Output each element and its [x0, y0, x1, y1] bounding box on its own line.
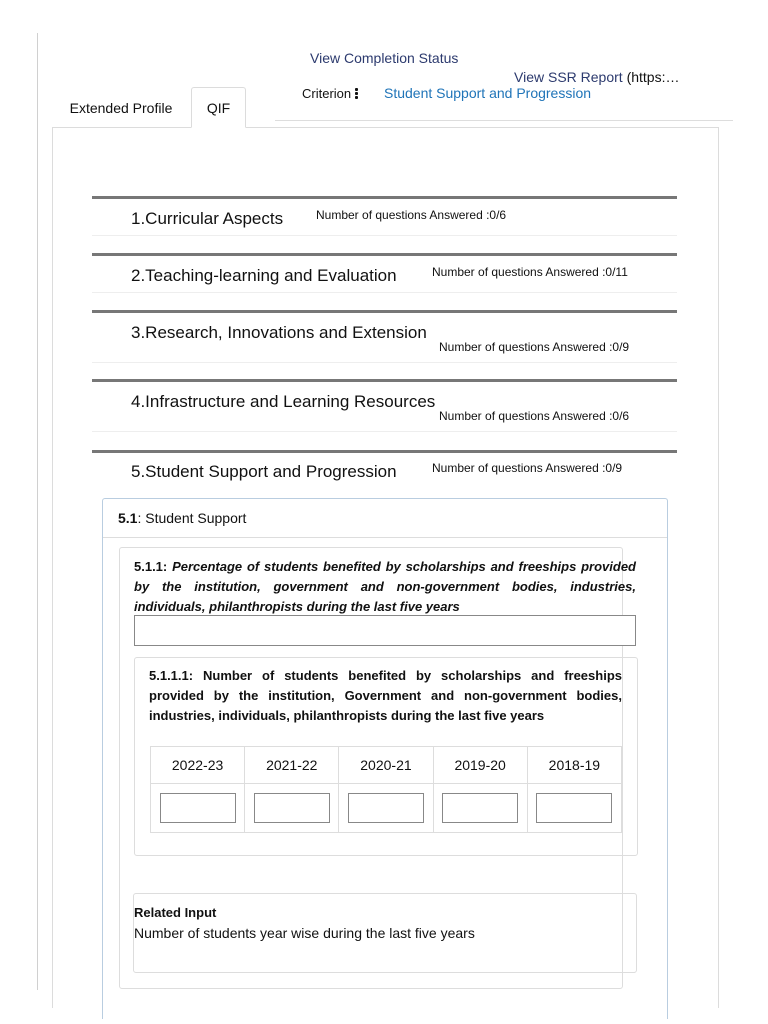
subquestion-card: [134, 657, 638, 856]
tab-divider: [275, 120, 733, 121]
view-ssr-report-url: (https:…: [626, 69, 680, 85]
criterion-dropdown[interactable]: [302, 86, 358, 101]
year-header: 2021-22: [245, 747, 339, 784]
year-cell: [245, 784, 339, 833]
section-infrastructure[interactable]: [92, 379, 677, 432]
year-input-2021-22[interactable]: [254, 793, 330, 823]
section-title: 3.Research, Innovations and Extension: [131, 323, 427, 342]
subsection-number: 5.1: [118, 510, 138, 526]
question-number: 5.1.1:: [134, 559, 173, 574]
view-ssr-report-label: View SSR Report: [514, 69, 623, 85]
year-cell: [151, 784, 245, 833]
section-answer-count: Number of questions Answered :0/6: [439, 409, 630, 423]
question-text: [134, 557, 636, 617]
section-title: 5.Student Support and Progression: [131, 462, 397, 481]
year-cell: [433, 784, 527, 833]
section-answer-count: Number of questions Answered :0/9: [439, 340, 630, 354]
criterion-label: Criterion: [302, 86, 352, 101]
question-description: Percentage of students benefited by scholarships and freeships provided by the institution, government and non-government bodies, industries, individuals, philanthropists during the last five years: [134, 559, 637, 614]
year-cell: [339, 784, 433, 833]
section-title: 4.Infrastructure and Learning Resources: [131, 392, 436, 411]
subsection-title: : Student Support: [137, 510, 247, 526]
section-student-support[interactable]: [92, 450, 677, 487]
tab-qif[interactable]: QIF: [191, 87, 246, 128]
year-input-2018-19[interactable]: [536, 793, 612, 823]
section-title: 2.Teaching-learning and Evaluation: [131, 266, 397, 285]
related-input-card: [133, 893, 637, 973]
related-input-text: Number of students year wise during the last five years: [134, 925, 475, 941]
subquestion-text: 5.1.1.1: Number of students benefited by scholarships and freeships provided by the institution, Government and non-government bodies, industries, individuals, philanthropists during the last five years: [149, 668, 622, 723]
view-completion-status-link[interactable]: View Completion Status: [310, 50, 459, 66]
year-input-2022-23[interactable]: [160, 793, 236, 823]
section-curricular-aspects[interactable]: [92, 196, 677, 236]
section-answer-count: Number of questions Answered :0/11: [432, 265, 628, 279]
tab-extended-profile[interactable]: Extended Profile: [69, 100, 173, 116]
year-table: [150, 746, 622, 833]
year-header: 2019-20: [433, 747, 527, 784]
section-teaching-learning[interactable]: [92, 253, 677, 293]
related-input-title: Related Input: [134, 905, 217, 920]
year-header: 2020-21: [339, 747, 433, 784]
question-answer-input[interactable]: [134, 615, 636, 646]
view-ssr-report-link[interactable]: [514, 69, 689, 85]
year-cell: [527, 784, 621, 833]
section-research-innovations[interactable]: [92, 310, 677, 363]
year-input-2019-20[interactable]: [442, 793, 518, 823]
subsection-card: [102, 498, 668, 1019]
page-left-border: [37, 33, 38, 990]
year-header: 2018-19: [527, 747, 621, 784]
section-answer-count: Number of questions Answered :0/6: [316, 208, 507, 222]
kebab-menu-icon[interactable]: [355, 87, 358, 100]
subsection-header[interactable]: [103, 499, 667, 538]
section-title: 1.Curricular Aspects: [131, 209, 284, 228]
year-header: 2022-23: [151, 747, 245, 784]
criterion-selected-value[interactable]: Student Support and Progression: [384, 85, 592, 101]
section-answer-count: Number of questions Answered :0/9: [432, 461, 623, 475]
year-input-2020-21[interactable]: [348, 793, 424, 823]
